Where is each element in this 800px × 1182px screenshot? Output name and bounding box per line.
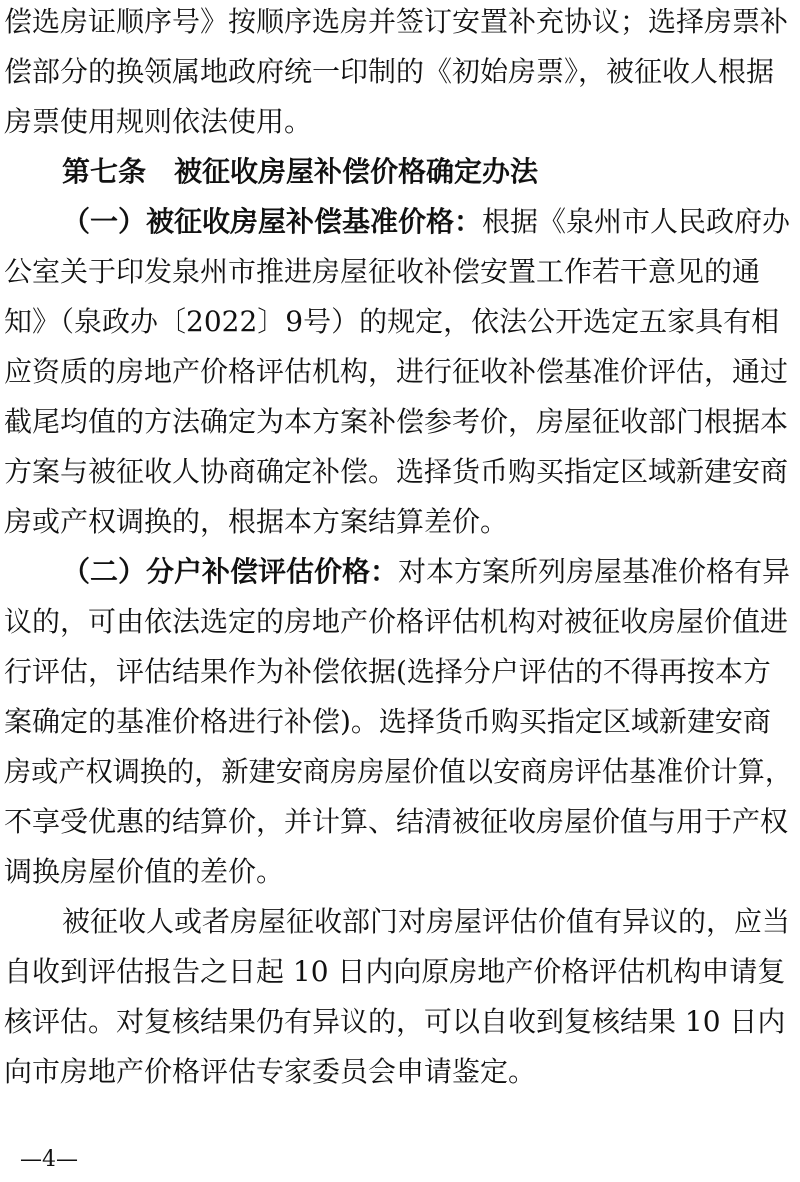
text-line: 核评估。对复核结果仍有异议的，可以自收到复核结果 10 日内 — [4, 1005, 786, 1038]
text-line: 案确定的基准价格进行补偿)。选择货币购买指定区域新建安商 — [4, 705, 771, 738]
text-line: 公室关于印发泉州市推进房屋征收补偿安置工作若干意见的通 — [4, 255, 761, 288]
text-line: 行评估，评估结果作为补偿依据(选择分户评估的不得再按本方 — [4, 655, 771, 688]
text-line: 方案与被征收人协商确定补偿。选择货币购买指定区域新建安商 — [4, 455, 789, 488]
text-line: 应资质的房地产价格评估机构，进行征收补偿基准价评估，通过 — [4, 355, 789, 388]
article-heading: 第七条 被征收房屋补偿价格确定办法 — [62, 155, 539, 188]
subsection-heading: （二）分户补偿评估价格： — [62, 555, 399, 588]
text-line: 房票使用规则依法使用。 — [4, 105, 313, 138]
inline-text: 根据《泉州市人民政府办 — [482, 205, 791, 238]
text-line: 被征收人或者房屋征收部门对房屋评估价值有异议的，应当 — [62, 905, 791, 938]
text-line: 向市房地产价格评估专家委员会申请鉴定。 — [4, 1055, 537, 1088]
paragraph-line — [62, 202, 790, 242]
inline-text: 对本方案所列房屋基准价格有异 — [398, 555, 791, 588]
text-line: 议的，可由依法选定的房地产价格评估机构对被征收房屋价值进 — [4, 605, 789, 638]
text-line: 偿部分的换领属地政府统一印制的《初始房票》，被征收人根据 — [4, 55, 775, 88]
text-line: 知》（泉政办〔2022〕9号）的规定，依法公开选定五家具有相 — [4, 305, 780, 338]
text-line: 自收到评估报告之日起 10 日内向原房地产价格评估机构申请复 — [4, 955, 786, 988]
text-line: 房或产权调换的，根据本方案结算差价。 — [4, 505, 509, 538]
text-line: 截尾均值的方法确定为本方案补偿参考价，房屋征收部门根据本 — [4, 405, 789, 438]
text-line: 房或产权调换的，新建安商房房屋价值以安商房评估基准价计算， — [4, 755, 793, 788]
text-line: 调换房屋价值的差价。 — [4, 855, 285, 888]
paragraph-line — [62, 552, 790, 592]
text-line: 偿选房证顺序号》按顺序选房并签订安置补充协议；选择房票补 — [4, 5, 789, 38]
page-number: —4— — [20, 1147, 78, 1172]
subsection-heading: （一）被征收房屋补偿基准价格： — [62, 205, 483, 238]
text-line: 不享受优惠的结算价，并计算、结清被征收房屋价值与用于产权 — [4, 805, 789, 838]
